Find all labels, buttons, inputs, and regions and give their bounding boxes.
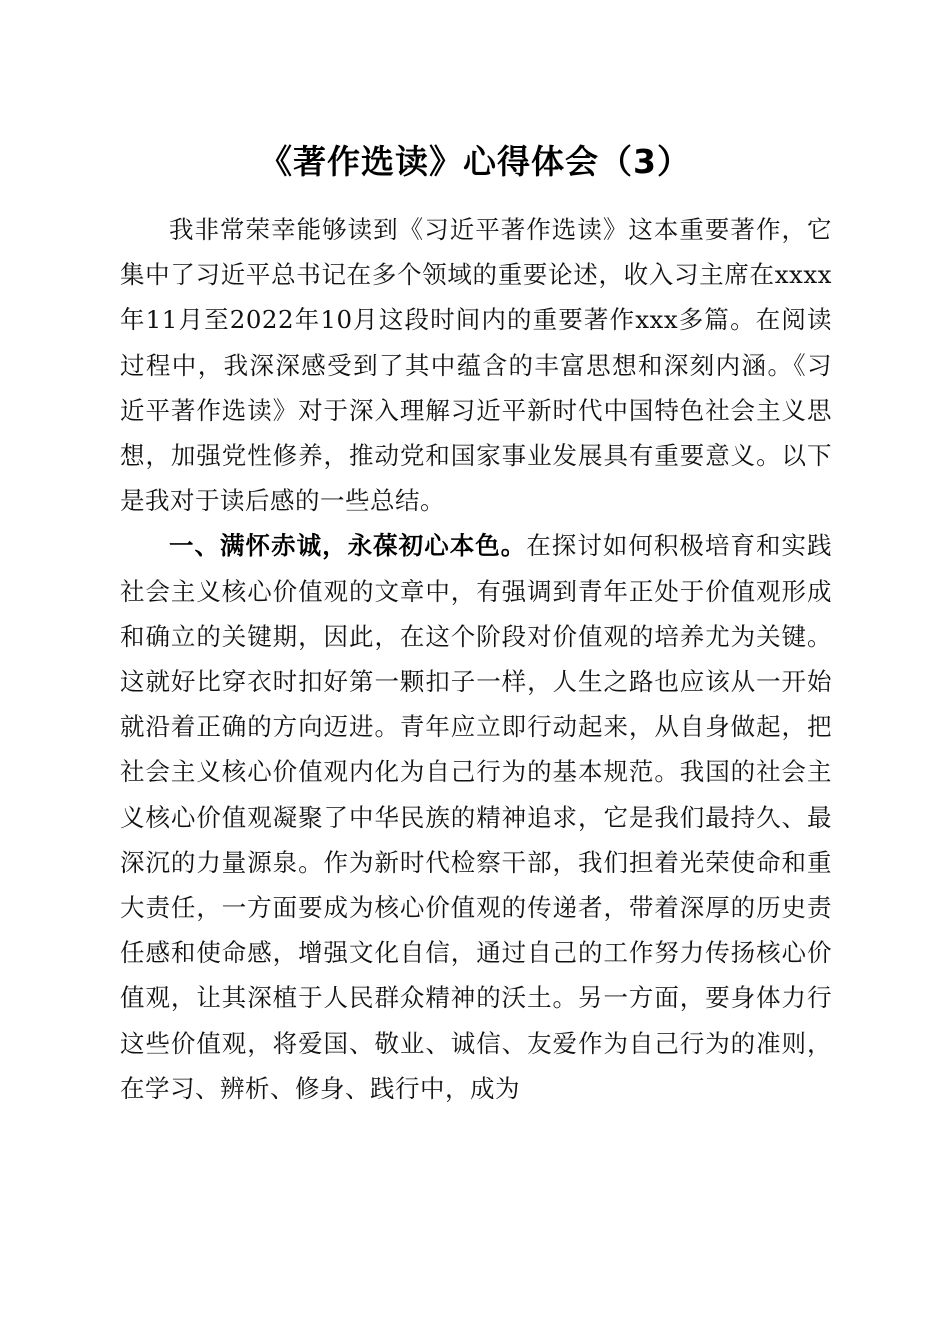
section-one-text: 在探讨如何积极培育和实践社会主义核心价值观的文章中，有强调到青年正处于价值观形成和确立的关键期，因此，在这个阶段对价值观的培养尤为关键。这就好比穿衣时扣好第一颗扣子一样，人生之路也应该从一开始就沿着正确的方向迈进。青年应立即行动起来，从自身做起，把社会主义核心价值观内化为自己行为的基本规范。我国的社会主义核心价值观凝聚了中华民族的精神追求，它是我们最持久、最深沉的力量源泉。作为新时代检察干部，我们担着光荣使命和重大责任，一方面要成为核心价值观的传递者，带着深厚的历史责任感和使命感，增强文化自信，通过自己的工作努力传扬核心价值观，让其深植于人民群众精神的沃土。另一方面，要身体力行这些价值观，将爱国、敬业、诚信、友爱作为自己行为的准则，在学习、辨析、修身、践行中，成为 [120,531,833,1103]
section-one-heading: 一、满怀赤诚，永葆初心本色。 [169,531,527,561]
document-title: 《著作选读》心得体会（3） [259,142,691,181]
paragraph-intro [120,207,832,523]
document-body [120,207,832,1111]
paragraph-intro-text: 我非常荣幸能够读到《习近平著作选读》这本重要著作，它集中了习近平总书记在多个领域的重要论述，收入习主席在xxxx年11月至2022年10月这段时间内的重要著作xxx多篇。在阅读过程中，我深深感受到了其中蕴含的丰富思想和深刻内涵。《习近平著作选读》对于深入理解习近平新时代中国特色社会主义思想，加强党性修养，推动党和国家事业发展具有重要意义。以下是我对于读后感的一些总结。 [120,215,832,516]
paragraph-section-one [120,523,832,1111]
